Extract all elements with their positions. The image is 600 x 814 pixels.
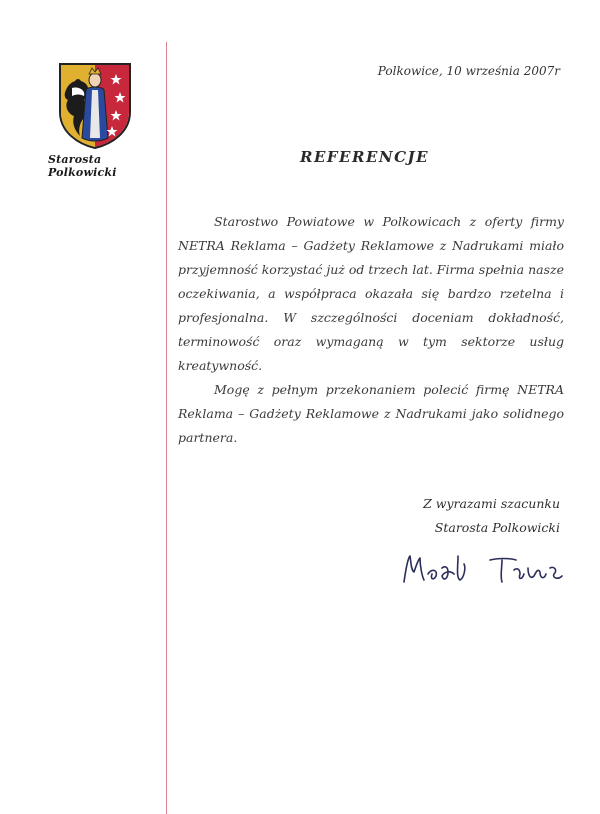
crest-caption: Starosta Polkowicki: [48, 153, 117, 179]
letter-title: REFERENCJE: [300, 148, 430, 166]
letter-body: [178, 210, 564, 450]
closing-signatory: Starosta Polkowicki: [434, 520, 560, 535]
coat-of-arms-icon: [56, 60, 134, 150]
margin-rule: [166, 42, 167, 814]
body-paragraph-2: Mogę z pełnym przekonaniem polecić firmę NETRA Reklama – Gadżety Reklamowe z Nadrukami jako solidnego partnera.: [178, 382, 564, 445]
letter-date: Polkowice, 10 września 2007r: [377, 64, 560, 78]
body-paragraph-1: Starostwo Powiatowe w Polkowicach z oferty firmy NETRA Reklama – Gadżety Reklamowe z Nadrukami miało przyjemność korzystać już od trzech lat. Firma spełnia nasze oczekiwania, a współpraca okazała się bardzo rzetelna i profesjonalna. W szczególności doceniam dokładność, terminowość oraz wymaganą w tym sektorze usług kreatywność.: [178, 214, 564, 373]
handwritten-signature: [398, 548, 568, 590]
closing-regards: Z wyrazami szacunku: [423, 496, 560, 511]
closing-block: [423, 492, 560, 540]
